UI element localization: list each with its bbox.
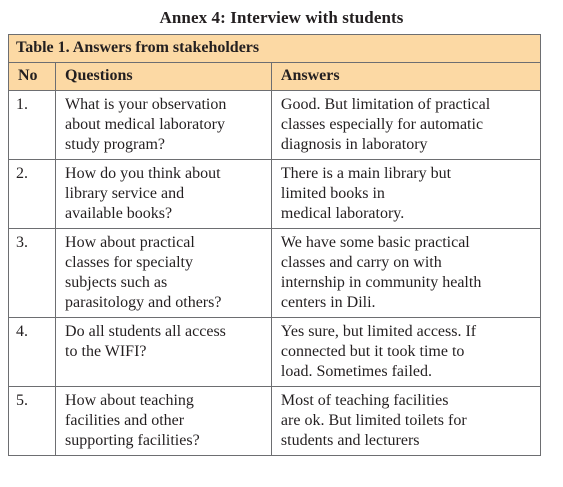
row-number: 4.	[9, 318, 56, 387]
answers-table	[8, 34, 541, 456]
answer-cell: Yes sure, but limited access. If connected but it took time to load. Sometimes failed.	[271, 318, 540, 387]
table-header-row	[9, 63, 541, 91]
question-cell: How about teaching facilities and other supporting facilities?	[56, 387, 272, 456]
row-number: 5.	[9, 387, 56, 456]
row-number: 1.	[9, 91, 56, 160]
table-caption-row	[9, 35, 541, 63]
header-questions: Questions	[56, 63, 272, 91]
question-cell: How about practical classes for specialty subjects such as parasitology and others?	[56, 229, 272, 318]
answer-cell: Most of teaching facilities are ok. But limited toilets for students and lecturers	[271, 387, 540, 456]
table-caption: Table 1. Answers from stakeholders	[9, 35, 541, 63]
table-row	[9, 91, 541, 160]
question-cell: Do all students all access to the WIFI?	[56, 318, 272, 387]
table-row	[9, 160, 541, 229]
table-row	[9, 229, 541, 318]
question-cell: What is your observation about medical laboratory study program?	[56, 91, 272, 160]
answer-cell: Good. But limitation of practical classes especially for automatic diagnosis in laboratory	[271, 91, 540, 160]
answer-cell: There is a main library but limited books in medical laboratory.	[271, 160, 540, 229]
annex-title: Annex 4: Interview with students	[159, 8, 404, 27]
answer-cell: We have some basic practical classes and carry on with internship in community health centers in Dili.	[271, 229, 540, 318]
row-number: 3.	[9, 229, 56, 318]
header-answers: Answers	[271, 63, 540, 91]
table-row	[9, 318, 541, 387]
question-cell: How do you think about library service and available books?	[56, 160, 272, 229]
header-no: No	[9, 63, 56, 91]
table-row	[9, 387, 541, 456]
row-number: 2.	[9, 160, 56, 229]
